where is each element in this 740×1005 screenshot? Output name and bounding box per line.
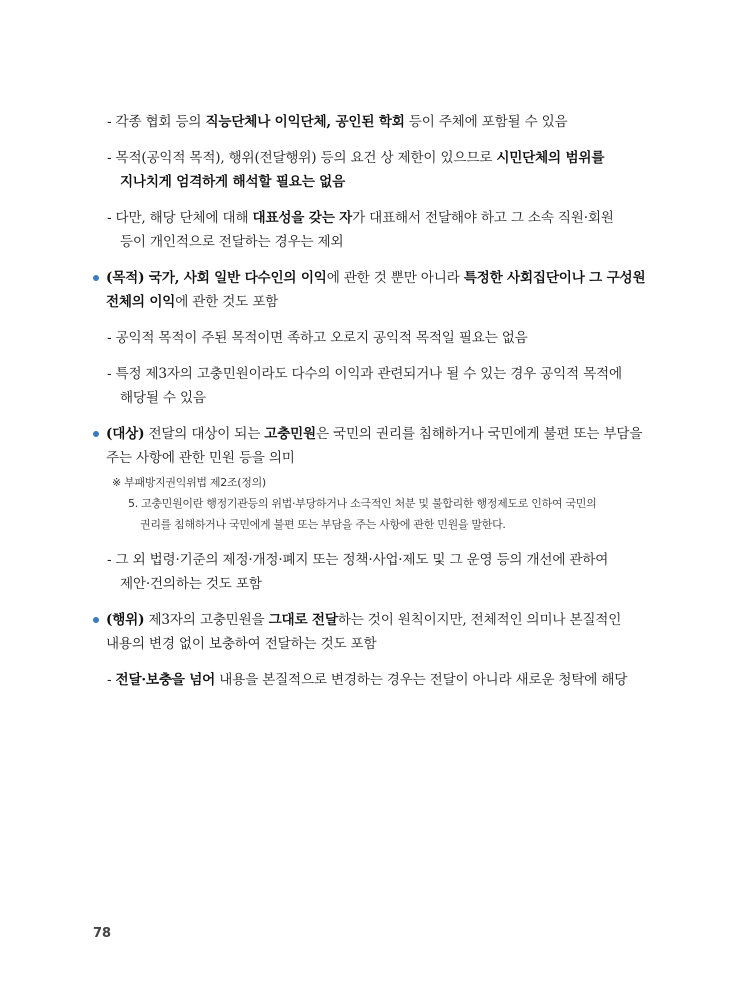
- text-segment: 은 국민의 권리를 침해하거나 국민에게 불편 또는 부담을: [316, 426, 643, 442]
- bold-segment: 그대로 전달: [268, 612, 338, 628]
- text-segment: 등이 주체에 포함될 수 있음: [404, 114, 568, 130]
- text-segment: 전달의 대상이 되는: [144, 426, 265, 442]
- bullet-purpose-line1: [106, 268, 645, 288]
- bullet-target-line2: 주는 사항에 관한 민원 등을 의미: [106, 450, 295, 466]
- dash-item-professional-groups: [107, 112, 568, 132]
- text-segment: 가 대표해서 전달해야 하고 그 소속 직원·회원: [352, 210, 614, 226]
- dash-item-civic-scope-line2: [120, 172, 345, 192]
- bullet-action-line2: 내용의 변경 없이 보충하여 전달하는 것도 포함: [106, 636, 377, 652]
- text-segment: 에 관한 것도 포함: [175, 294, 279, 310]
- bold-segment: (목적) 국가, 사회 일반 다수인의 이익: [106, 270, 327, 286]
- dash-item-third-party-line2: 해당될 수 있음: [120, 390, 206, 406]
- bullet-icon: [93, 617, 99, 623]
- text-segment: - 목적(공익적 목적), 행위(전달행위) 등의 요건 상 제한이 있으므로: [107, 150, 497, 166]
- dash-item-representative-line1: [107, 208, 614, 228]
- bullet-target-line1: [106, 424, 642, 444]
- text-segment: - 각종 협회 등의: [107, 114, 206, 130]
- bullet-icon: [93, 275, 99, 281]
- bold-segment: 고충민원: [264, 426, 316, 442]
- text-segment: -: [107, 672, 116, 688]
- dash-item-beyond-delivery: [107, 670, 627, 690]
- dash-item-civic-scope-line1: [107, 148, 604, 168]
- bold-segment: 특정한 사회집단이나 그 구성원: [463, 270, 646, 286]
- text-segment: 하는 것이 원칙이지만, 전체적인 의미나 본질적인: [337, 612, 622, 628]
- bold-segment: 대표성을 갖는 자: [252, 210, 353, 226]
- dash-item-main-purpose: - 공익적 목적이 주된 목적이면 족하고 오로지 공익적 목적일 필요는 없음: [107, 330, 528, 346]
- note-line2: 권리를 침해하거나 국민에게 불편 또는 부담을 주는 사항에 관한 민원을 말한다.: [140, 518, 506, 531]
- bullet-purpose-line2: [106, 292, 278, 312]
- bold-segment: 전달·보충을 넘어: [115, 672, 216, 688]
- text-segment: 내용을 본질적으로 변경하는 경우는 전달이 아니라 새로운 청탁에 해당: [215, 672, 628, 688]
- page-number: 78: [93, 926, 112, 941]
- dash-item-proposals-line1: - 그 외 법령·기준의 제정·개정·폐지 또는 정책·사업·제도 및 그 운영 등의 개선에 관하여: [107, 552, 609, 568]
- bold-segment: (행위): [106, 612, 145, 628]
- bold-segment: (대상): [106, 426, 145, 442]
- bold-segment: 지나치게 엄격하게 해석할 필요는 없음: [120, 174, 346, 190]
- note-reference: ※ 부패방지권익위법 제2조(정의): [112, 476, 266, 489]
- dash-item-third-party-line1: - 특정 제3자의 고충민원이라도 다수의 이익과 관련되거나 될 수 있는 경우 공익적 목적에: [107, 366, 622, 382]
- dash-item-proposals-line2: 제안·건의하는 것도 포함: [120, 576, 262, 592]
- bold-segment: 전체의 이익: [106, 294, 176, 310]
- bullet-action-line1: [106, 610, 621, 630]
- text-segment: - 다만, 해당 단체에 대해: [107, 210, 253, 226]
- note-line1: 5. 고충민원이란 행정기관등의 위법·부당하거나 소극적인 처분 및 불합리한 행정제도로 인하여 국민의: [128, 497, 597, 510]
- dash-item-representative-line2: 등이 개인적으로 전달하는 경우는 제외: [120, 234, 344, 250]
- text-segment: 제3자의 고충민원을: [144, 612, 269, 628]
- bold-segment: 직능단체나 이익단체, 공인된 학회: [205, 114, 405, 130]
- bullet-icon: [93, 431, 99, 437]
- bold-segment: 시민단체의 범위를: [496, 150, 605, 166]
- text-segment: 에 관한 것 뿐만 아니라: [326, 270, 464, 286]
